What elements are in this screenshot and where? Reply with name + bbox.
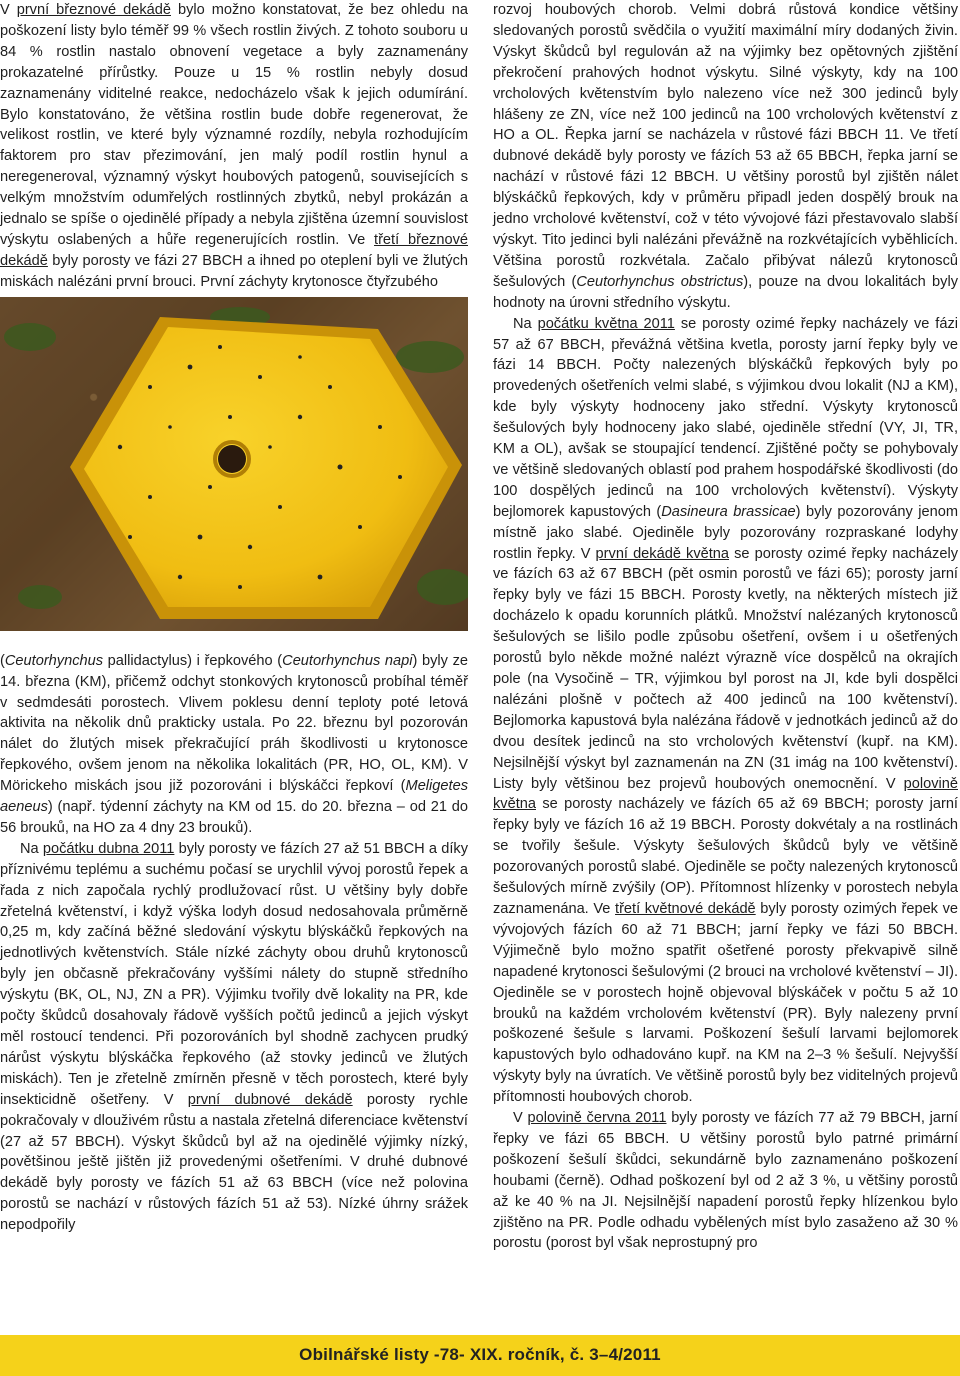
underlined-term: první dubnové dekádě — [187, 1091, 353, 1108]
text: byly porosty ve fázi 27 BBCH a ihned po oteplení byli ve žlutých miskách nalézáni první brouci. První záchyty krytonosce čtyřzubého — [0, 252, 468, 290]
text: V — [0, 2, 17, 18]
underlined-term: počátku dubna 2011 — [42, 840, 175, 857]
text: se porosty ozimé řepky nacházely ve fázích 63 až 67 BBCH (pět osmin porostů ve fázi 65); porosty jarní řepky byly ve fázi 15 BBCH. Porosty kvetly, na některých místech již docházelo k opadu korunních plátků. Množství nalézaných krytonosců šešulových se lišilo podle způsobu ošetření, ovšem i u ošetřených porostů bylo někde možné nalézt výrazně více dospělců na okrajích pole (na Vysočině – TR, výjimkou byl porost na JI, kde byli dospělci nalézáni plošně v počtech až 400 jedinců na 100 květenství). Bejlomorka kapustová byla nalézána řádově v jednotkách jedinců až do dvou desítek jedinců na sto vrcholových květenství (kupř. na KM). Nejsilnější výskyt byl zaznamenán na ZN (31 imág na 100 květenství). Listy byly většinou bez projevů houbových onemocnění. V — [493, 545, 959, 792]
right-column — [493, 0, 958, 1254]
paragraph-6 — [493, 1108, 958, 1254]
text: byly porosty ozimých řepek ve vývojových fázích 60 až 71 BBCH; jarní řepky ve fázi 50 BBCH. Výjimečně bylo možno spatřit ošetřené porosty překvapivě silně napadené krytonosci šešulovými (2 brouci na vrcholové květenství – JI). Ojediněle se v porostech hojně objevoval blýskáček v počtu 5 až 10 brouků na každém vrcholovém květenství (PR). Byly nalezeny první poškozené šešule s larvami. Poškození šešulí larvami bejlomorek kapustových bylo odhadováno kupř. na KM na 2–3 % šešulí. Nejvyšší výskyty byly na úvratích. Ve většině porostů byly bez viditelných projevů přítomnosti houbových chorob. — [493, 900, 959, 1106]
underlined-term: třetí březnové dekádě — [0, 231, 469, 269]
text: ) byly ze 14. března (KM), přičemž odchyt stonkových krytonosců probíhal téměř v sedmdesáti porostech. Vlivem poklesu denní teploty poté letová aktivita na několik dnů prakticky ustala. Po 22. březnu byl pozorován nálet do žlutých misek překračující práh škodlivosti u krytonosce řepkového, ovšem jenom na několika lokalitách (PR, HO, OL, KM). V Mörickeho miskách jsou již pozorováni i blýskáčci řepkoví ( — [0, 652, 468, 795]
text: V — [513, 1110, 528, 1127]
text: se porosty nacházely ve fázích 65 až 69 BBCH; porosty jarní řepky byly ve fázích 16 až 19 BBCH. Porosty dokvétaly a na rostlinách se tvořily šešule. Výskyty šešulových škůdců byly ve většině pozorovaných porostů slabé. Ojediněle se počty nalezených krytonosců šešulových mírně zvýšily (OP). Přítomnost hlízenky v porostech nebyla zaznamenána. Ve — [493, 796, 958, 917]
text: porosty rychle pokračovaly v dlouživém růstu a nastala zřetelná diferenciace květenství (27 až 57 BBCH). Výskyt škůdců byl až na ojedinělé výjimky nízký, povětšinou ještě jištěn již provedenými ošetřeními. V druhé dubnové dekádě byly porosty ve fázích 51 až 63 BBCH (více než polovina porostů se nachází v růstových fázích 51 až 53). Nízké úhrny srážek nepodpořily — [0, 1091, 468, 1234]
text: pallidactylus) i řepkového ( — [103, 652, 283, 669]
paragraph-5 — [493, 314, 958, 1108]
species-name: Ceutorhynchus napi — [282, 652, 413, 669]
underlined-term: třetí květnové dekádě — [615, 900, 756, 917]
text: rozvoj houbových chorob. Velmi dobrá růstová kondice většiny sledovaných porostů svědčila o využití maximální míry dodaných živin. Výskyt škůdců byl regulován až na výjimky bez opětovných zjištění překročení prahových hodnot výskytu. Silné výskyty, kdy na 100 vrcholových květenstvím bylo nalezeno více než 300 jedinců byly hlášeny ze ZN, více než 100 jedinců na 100 vrcholových květenství z HO a OL. Řepka jarní se nacházela v růstové fázi BBCH 11. Ve třetí dubnové dekádě byly porosty ve fázích 53 až 65 BBCH, řepka jarní se nachází v růstové fázi 12 BBCH. U většiny porostů byl zjištěn nálet blýskáčků řepkových, kdy v průměru připadl jeden dospělý brouk na jedno vrcholové květenství, což v této vývojové fázi přestavovalo slabší výskyt. Tito jedinci byli nalézáni převážně na rozkvétajících vyběhlicích. Většina porostů rozkvétala. Začalo přibývat nálezů krytonosců šešulových ( — [493, 2, 958, 290]
text: ) (např. týdenní záchyty na KM od 15. do 20. března – od 21 do 56 brouků, na HO za 4 dny 23 brouků). — [0, 799, 468, 836]
underlined-term: polovině května — [493, 775, 958, 813]
species-name: Ceutorhynchus obstrictus — [576, 273, 744, 290]
species-name: Dasineura brassicae — [661, 503, 796, 520]
footer-text: Obilnářské listy -78- XIX. ročník, č. 3–4/2011 — [299, 1345, 661, 1364]
species-name: Ceutorhynchus — [4, 652, 104, 669]
text: ), pouze na dvou lokalitách byly hodnoty na úrovni středního výskytu. — [493, 273, 959, 311]
text: bylo možno konstatovat, že bez ohledu na poškození listy bylo téměř 99 % všech rostlin živých. Z tohoto souboru u 84 % rostlin nastalo obnovení vegetace a byly zaznamenány prokazatelné přírůstky. Pouze u 15 % rostlin nebyly dosud zaznamenány viditelné reakce, nedocházelo však k jejich odumírání. Bylo konstatováno, že většina rostlin bude dobře regenerovat, že velikost rostlin, ve které byly významné rozdíly, nebyla rozhodujícím faktorem pro stav přezimování, jen malý podíl rostlin hynul a neregeneroval, významný výskyt houbových patogenů, souvisejících s velkým množstvím odumřelých rostlinných zbytků, nebyl prokázán a jednalo se spíše o ojedinělé případy a nebyla zjištěna územní souvislost výskytu oslabených a hůře regenerujících rostlin. Ve — [0, 2, 469, 248]
page-footer — [0, 1335, 960, 1376]
yellow-trap-illustration — [0, 297, 468, 631]
text: byly porosty ve fázích 27 až 51 BBCH a díky příznivému teplému a suchému počasí se urychlil vývoj porostů řepek a řada z nich započala rychlý prodlužovací růst. U většiny byly dobře zřetelná květenství, i když výška lodyh dosud nedosahovala průměrně 0,25 m, kdy začíná běžné sledování výskytu blýskáčků řepkových na jednotlivých květenstvích. Stále nízké záchyty obou druhů krytonosců byly jen občasně překračovány vyššími nálety do stupně středního výskytu (BK, OL, NJ, ZN a PR). Výjimku tvořily dvě lokality na PR, kde počty škůdců dosahovaly řádově vyšších počtů jedinců a jejich výskyt měl rostoucí tendenci. Při pozorováních byl shodně zachycen prudký nárůst výskytu blýskáčka řepkového (až stovky jedinců ve žlutých miskách). Ten je zřetelně zmírněn přesně v těch porostech, které byly insekticidně ošetřeny. V — [0, 840, 468, 1108]
text: ( — [0, 652, 5, 669]
paragraph-4 — [493, 0, 958, 314]
species-name: Meligetes aeneus — [0, 778, 468, 816]
text: Na — [20, 840, 43, 857]
underlined-term: polovině června 2011 — [527, 1110, 667, 1127]
text: Na — [513, 315, 538, 332]
paragraph-2 — [0, 651, 468, 839]
paragraph-3 — [0, 839, 468, 1236]
underlined-term: první dekádě května — [595, 545, 730, 562]
text: se porosty ozimé řepky nacházely ve fázi 57 až 67 BBCH, převážná většina kvetla, porosty jarní řepky byly ve fázi 14 BBCH. Počty nalezených blýskáčků řepkových byly po provedených ošetřeních velmi slabé, s výjimkou dvou lokalit (NJ a KM), kde byly výskyty hodnoceny jako střední. Výskyty krytonosců šešulových byly hodnoceny jako slabé, ojediněle střední (VY, JI, TR, KM a OL), avšak se stoupající tendencí. Zjištěné počty se pohybovaly ve většině sledovaných oblastí pod prahem hospodářské škodlivosti (do 100 dospělých jedinců na 100 vrcholových květenství). Výskyty bejlomorek kapustových ( — [493, 315, 959, 520]
text: byly porosty ve fázích 77 až 79 BBCH, jarní řepky ve fázi 65 BBCH. U většiny porostů bylo patrné primární poškození šešulí škůdci, sekundárně bylo zaznamenáno poškození houbami (černě). Odhad poškození byl od 2 až 3 %, u většiny porostů až ke 40 % na JI. Nejsilnější napadení porostů řepky hlízenkou bylo zjištěno na PR. Podle odhadu vybělených míst bylo zasaženo až 30 % porostu (porost byl však neprostupný pro — [493, 1110, 958, 1252]
left-column — [0, 0, 468, 1236]
underlined-term: první březnové dekádě — [16, 2, 171, 18]
trap-photo — [0, 297, 468, 631]
paragraph-1 — [0, 0, 468, 293]
text: ) byly pozorovány jenom místně jako slabé. Ojediněle byly pozorovány rozpraskané lodyhy rostlin řepky. V — [493, 503, 958, 562]
underlined-term: počátku května 2011 — [537, 315, 675, 332]
